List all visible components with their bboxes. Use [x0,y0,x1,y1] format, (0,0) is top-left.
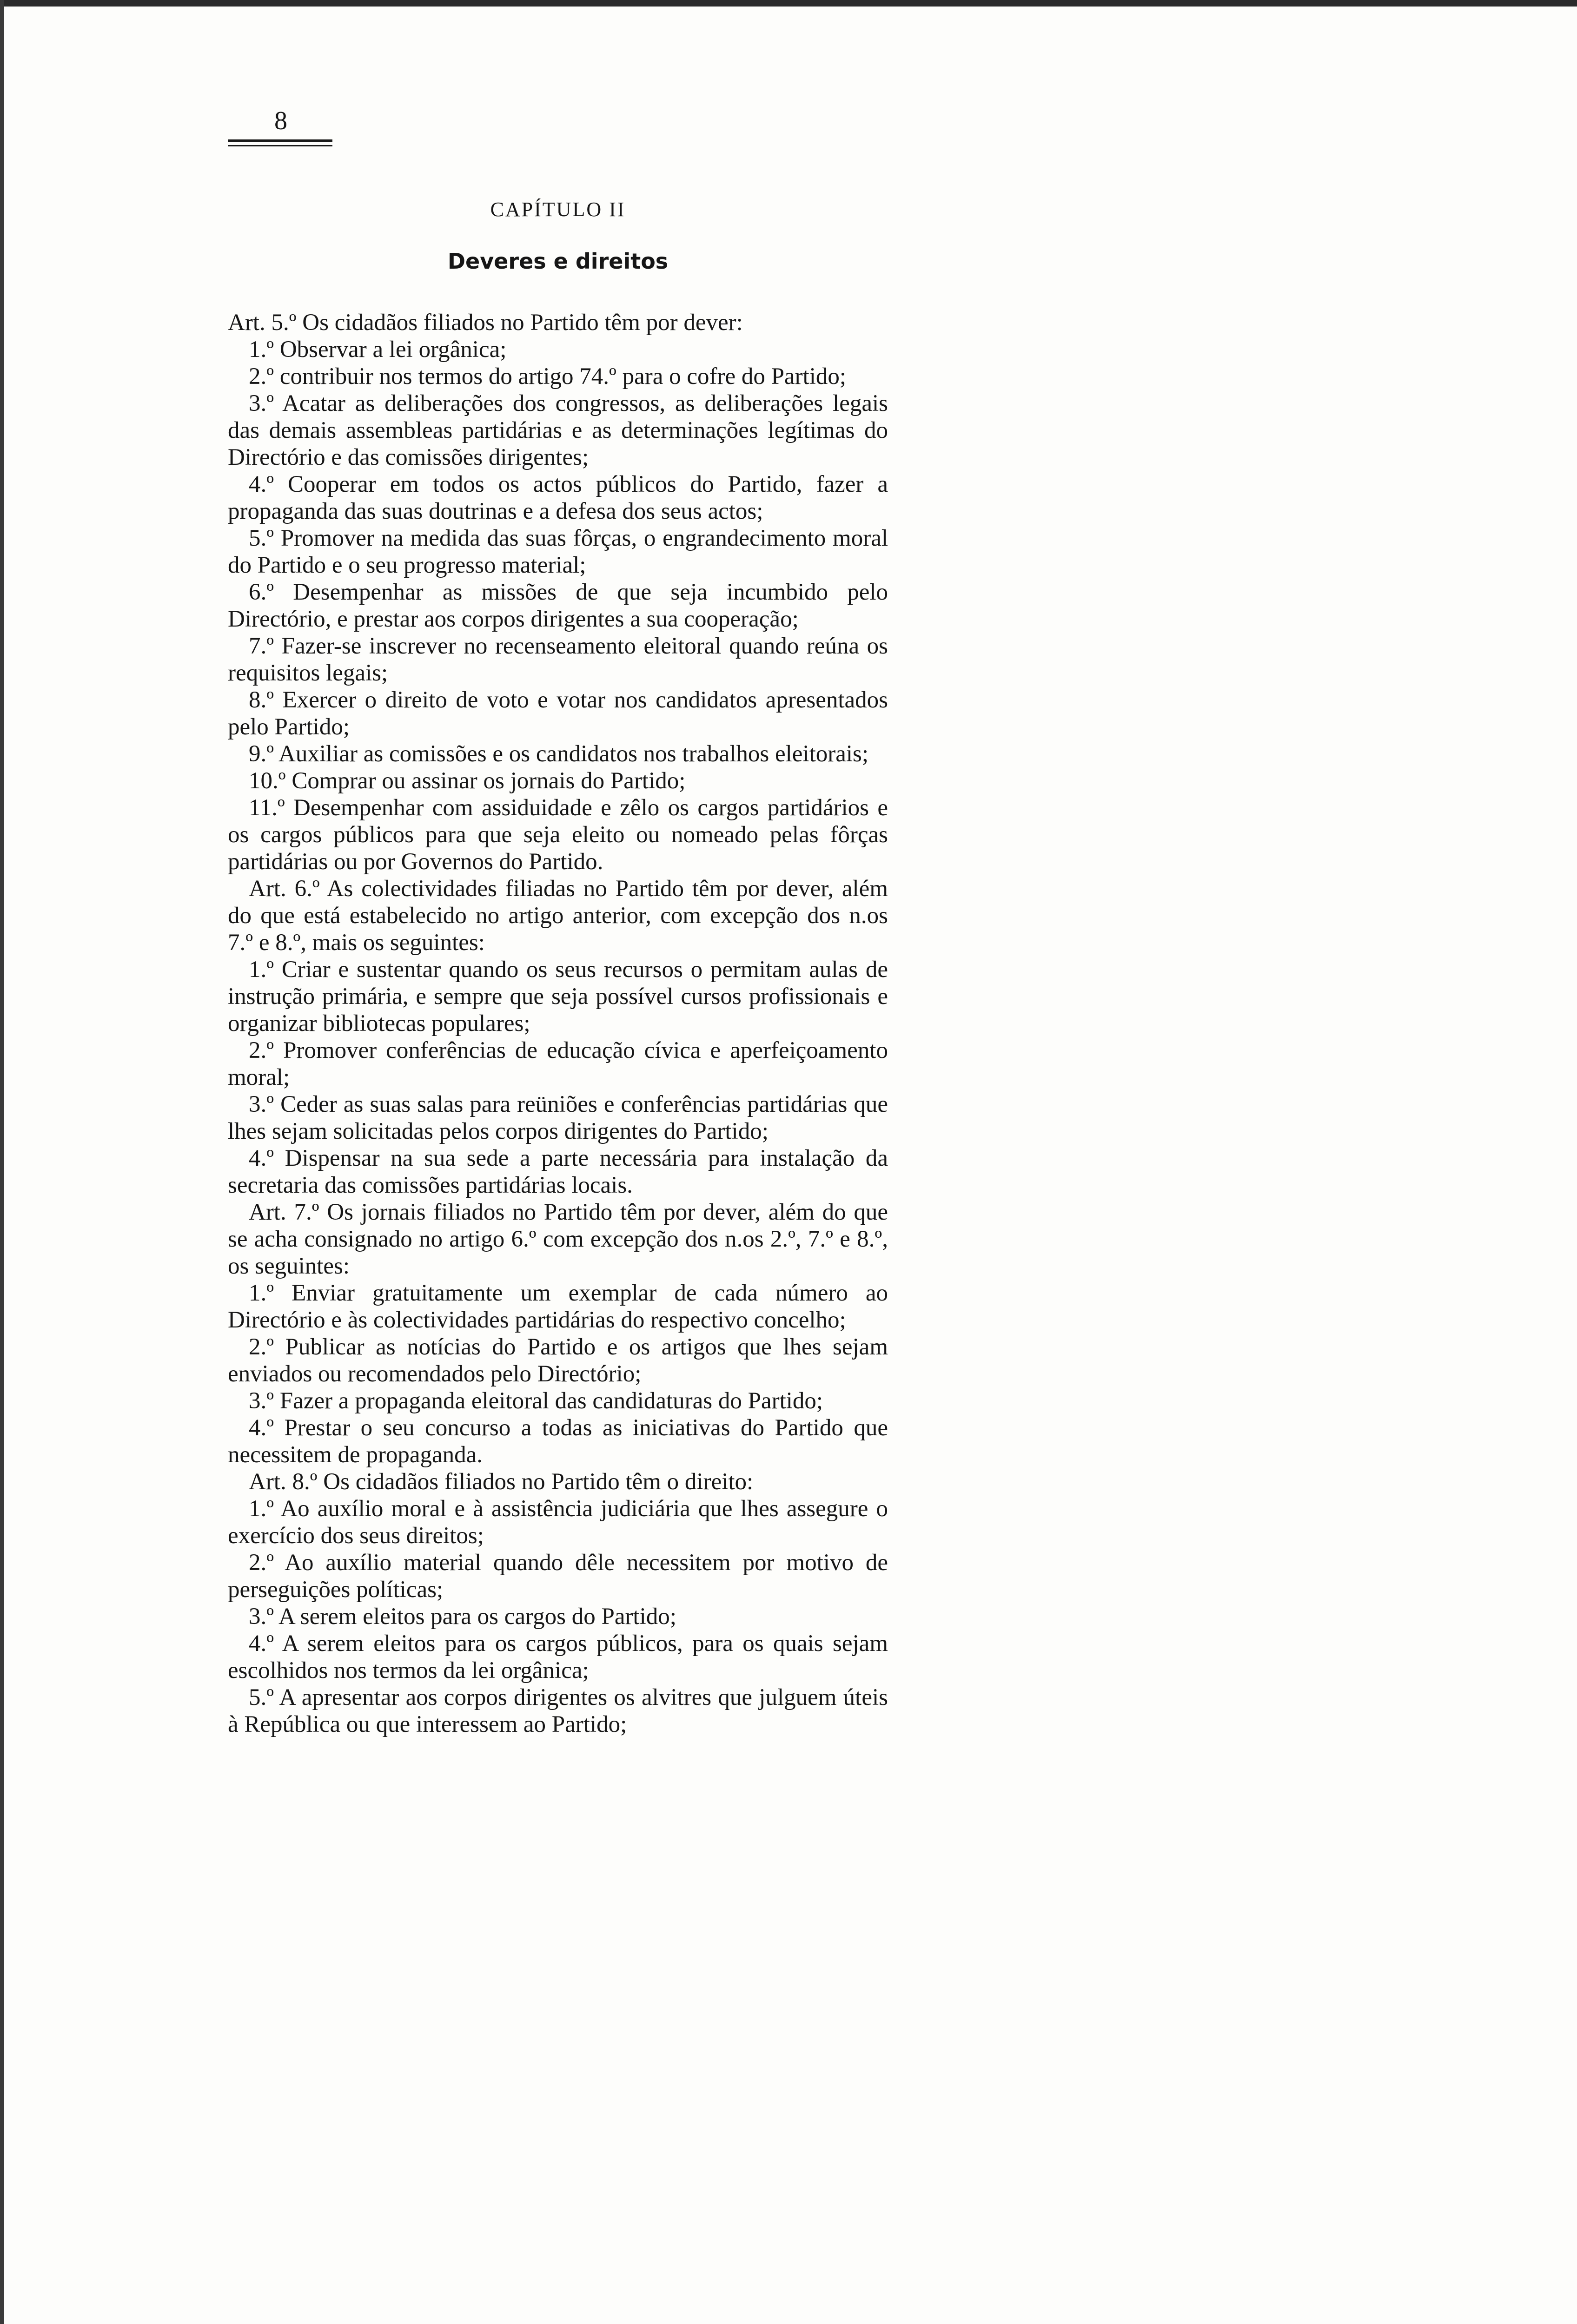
section-title: Deveres e direitos [447,249,669,274]
document-body [228,309,888,1738]
paragraph: 5.º Promover na medida das suas fôrças, o engrandecimento moral do Partido e o seu progresso material; [228,525,888,578]
paragraph: 3.º Fazer a propaganda eleitoral das candidaturas do Partido; [249,1388,823,1414]
paragraph: 1.º Observar a lei orgânica; [249,337,507,363]
paragraph: 3.º A serem eleitos para os cargos do Partido; [249,1604,676,1630]
paragraph: 9.º Auxiliar as comissões e os candidatos nos trabalhos eleitorais; [249,741,869,767]
paragraph: 4.º Prestar o seu concurso a todas as iniciativas do Partido que necessitem de propaganda. [228,1415,888,1468]
page-number-rule [228,139,332,142]
paragraph: 4.º Cooperar em todos os actos públicos do Partido, fazer a propaganda das suas doutrinas e a defesa dos seus actos; [228,471,888,524]
paragraph: 1.º Ao auxílio moral e à assistência judiciária que lhes assegure o exercício dos seus direitos; [228,1496,888,1549]
scan-edge-left [0,0,4,2324]
paragraph: 3.º Acatar as deliberações dos congressos, as deliberações legais das demais assembleas partidárias e as determinações legítimas do Directório e das comissões dirigentes; [228,390,888,470]
paragraph: 11.º Desempenhar com assiduidade e zêlo os cargos partidários e os cargos públicos para que seja eleito ou nomeado pelas fôrças partidárias ou por Governos do Partido. [228,795,888,875]
chapter-heading: CAPÍTULO II [490,198,626,221]
paragraph: 6.º Desempenhar as missões de que seja incumbido pelo Directório, e prestar aos corpos dirigentes a sua cooperação; [228,579,888,632]
paragraph: 2.º Publicar as notícias do Partido e os artigos que lhes sejam enviados ou recomendados pelo Directório; [228,1334,888,1387]
scan-edge-top [0,0,1577,7]
paragraph: Art. 5.º Os cidadãos filiados no Partido têm por dever: [228,310,743,336]
paragraph: 2.º Promover conferências de educação cívica e aperfeiçoamento moral; [228,1037,888,1090]
paragraph: Art. 7.º Os jornais filiados no Partido têm por dever, além do que se acha consignado no artigo 6.º com excepção dos n.os 2.º, 7.º e 8.º, os seguintes: [228,1199,888,1279]
paragraph: 1.º Criar e sustentar quando os seus recursos o permitam aulas de instrução primária, e sempre que seja possível cursos profissionais e organizar bibliotecas populares; [228,957,888,1037]
paragraph: Art. 8.º Os cidadãos filiados no Partido têm o direito: [249,1469,754,1495]
paragraph: 1.º Enviar gratuitamente um exemplar de cada número ao Directório e às colectividades partidárias do respectivo concelho; [228,1280,888,1333]
page-number: 8 [274,106,287,135]
paragraph: 5.º A apresentar aos corpos dirigentes os alvitres que julguem úteis à República ou que interessem ao Partido; [228,1684,888,1737]
paragraph: 8.º Exercer o direito de voto e votar nos candidatos apresentados pelo Partido; [228,687,888,740]
paragraph: Art. 6.º As colectividades filiadas no Partido têm por dever, além do que está estabelecido no artigo anterior, com excepção dos n.os 7.º e 8.º, mais os seguintes: [228,876,888,956]
paragraph: 3.º Ceder as suas salas para reüniões e conferências partidárias que lhes sejam solicitadas pelos corpos dirigentes do Partido; [228,1091,888,1144]
paragraph: 7.º Fazer-se inscrever no recenseamento eleitoral quando reúna os requisitos legais; [228,633,888,686]
paragraph: 2.º Ao auxílio material quando dêle necessitem por motivo de perseguições políticas; [228,1550,888,1603]
page-number-rule-secondary [228,145,332,146]
paragraph: 4.º Dispensar na sua sede a parte necessária para instalação da secretaria das comissões partidárias locais. [228,1145,888,1198]
paragraph: 10.º Comprar ou assinar os jornais do Partido; [249,768,686,794]
paragraph: 2.º contribuir nos termos do artigo 74.º para o cofre do Partido; [249,363,847,390]
paragraph: 4.º A serem eleitos para os cargos públicos, para os quais sejam escolhidos nos termos da lei orgânica; [228,1631,888,1684]
